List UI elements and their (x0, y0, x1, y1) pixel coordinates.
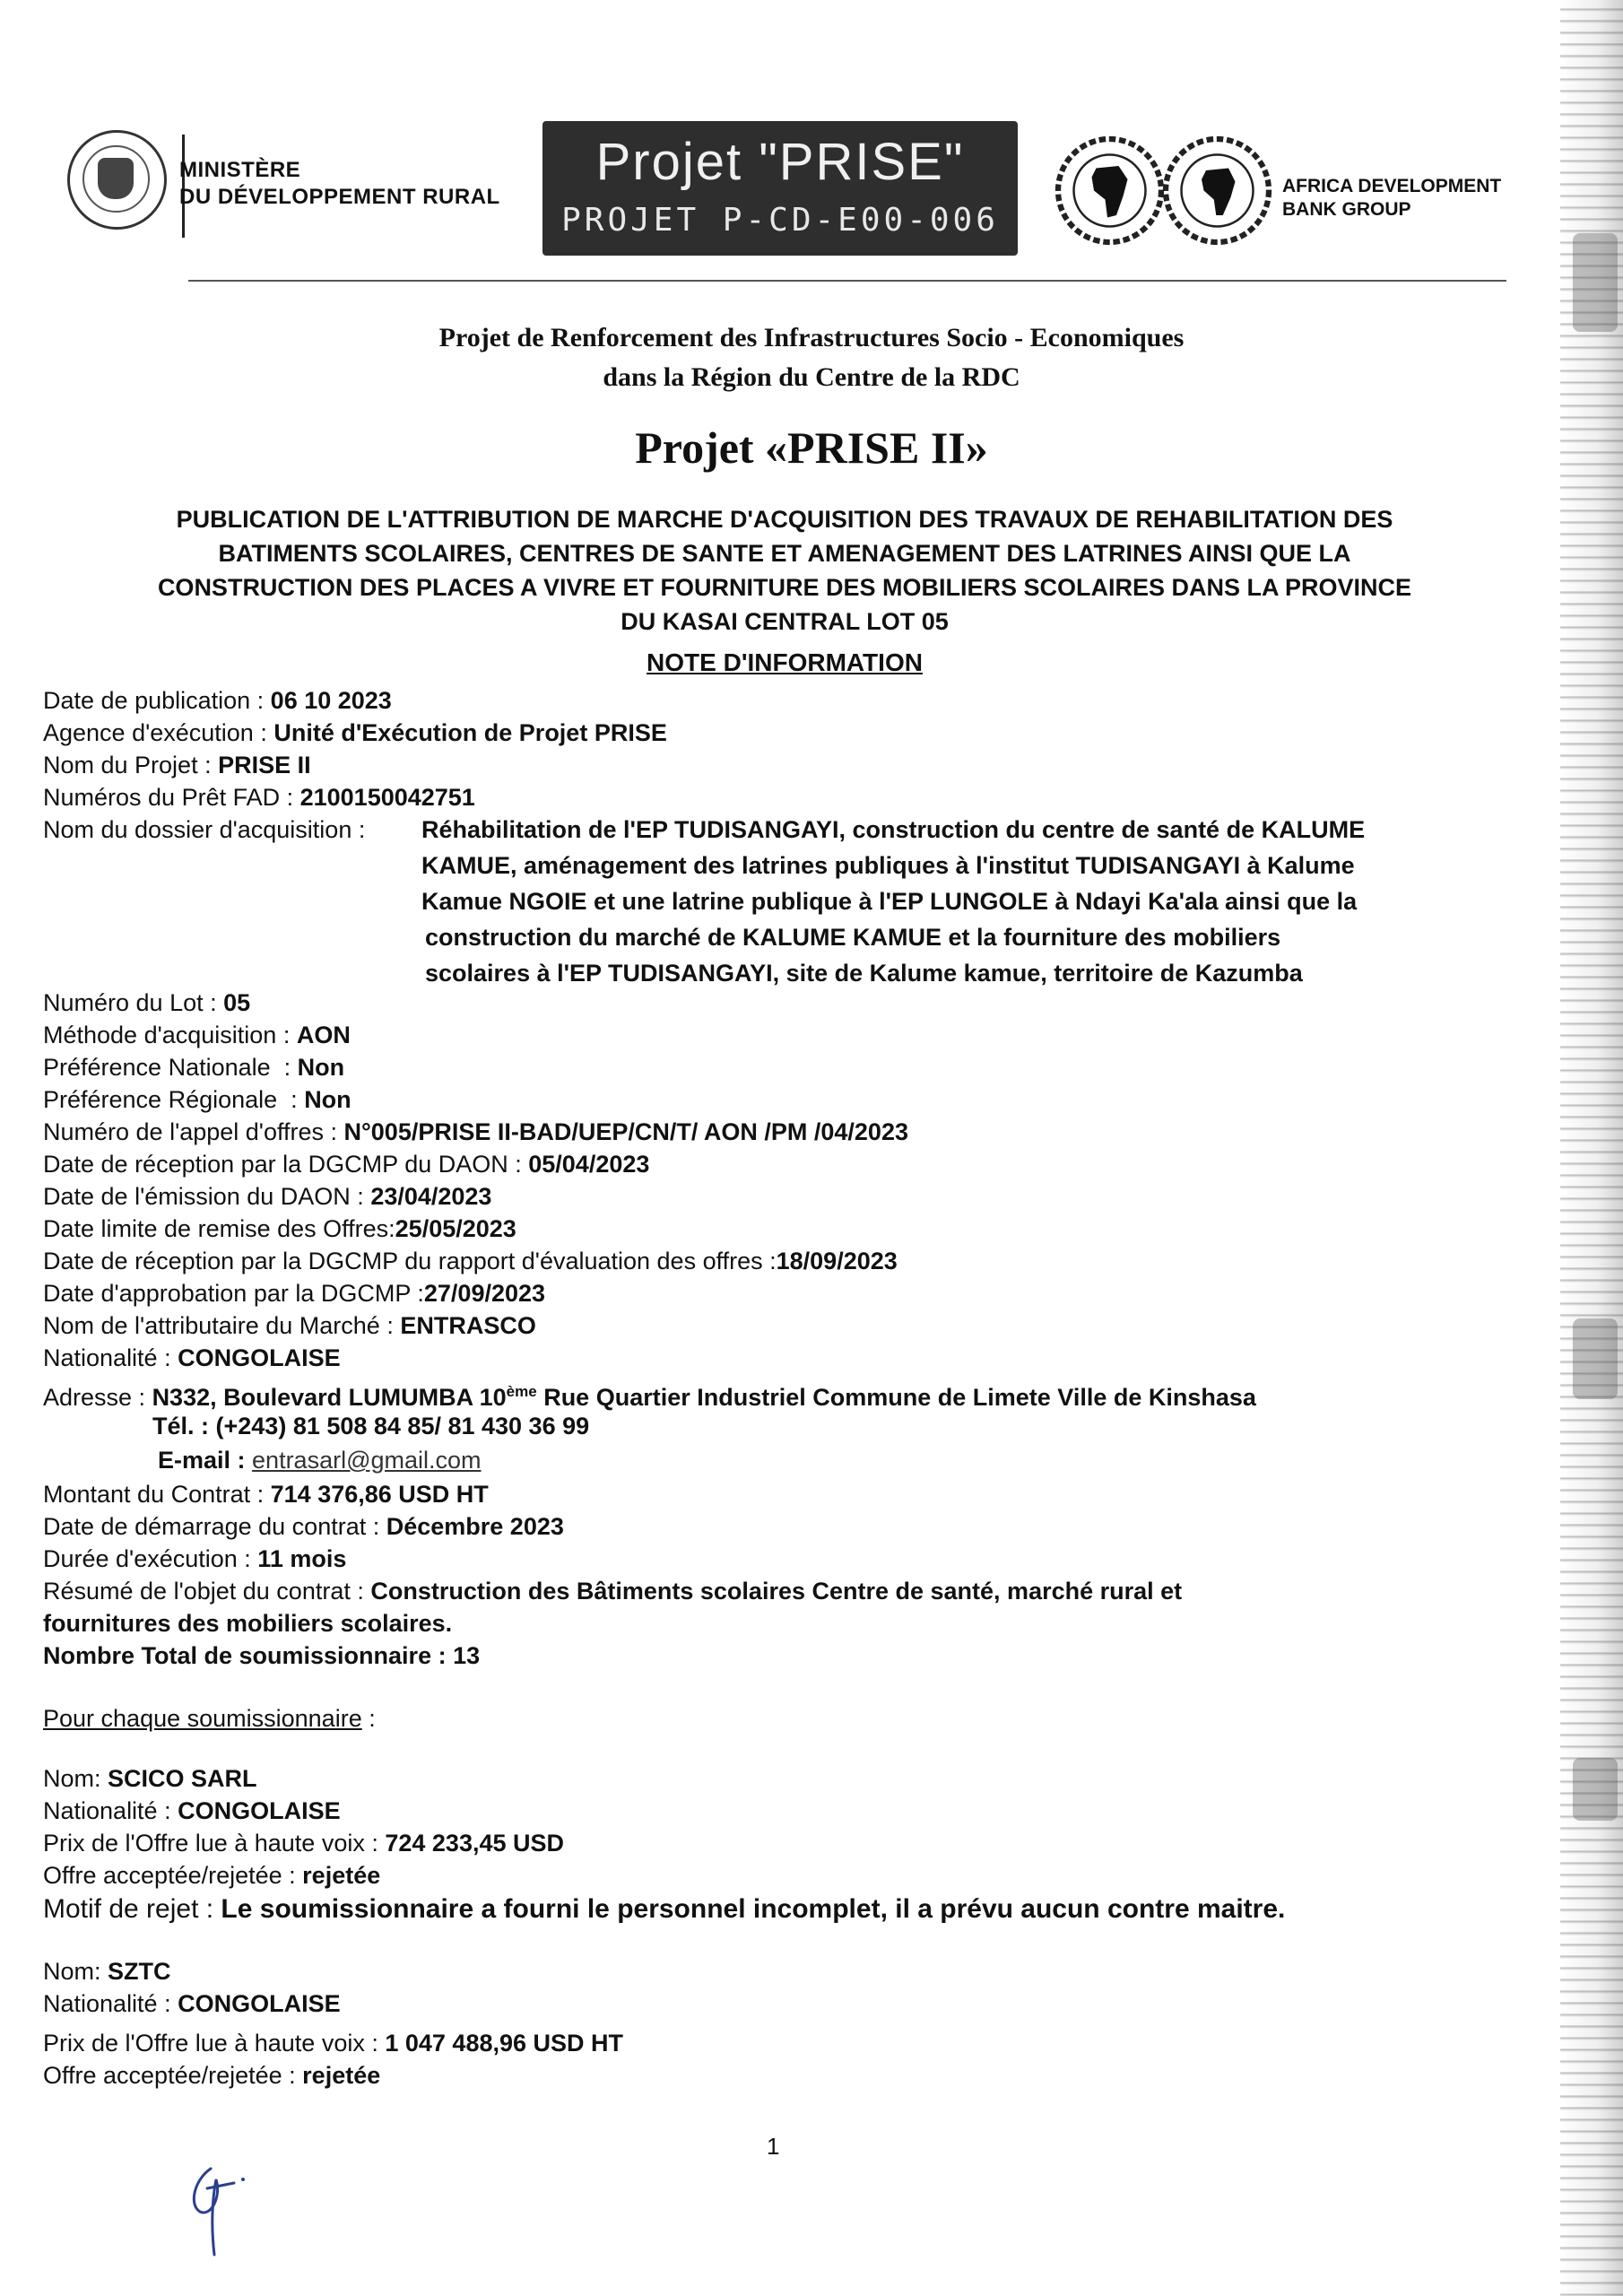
signature-initials (184, 2161, 256, 2260)
field-date-limite: Date limite de remise des Offres:25/05/2023 (43, 1215, 516, 1242)
email-link[interactable]: entrasarl@gmail.com (252, 1447, 482, 1474)
bidders-heading: Pour chaque soumissionnaire : (43, 1705, 376, 1732)
scan-artifact (1573, 1758, 1618, 1821)
dossier-line: construction du marché de KALUME KAMUE et la fourniture des mobiliers (425, 924, 1281, 951)
field-pref-regionale: Préférence Régionale : Non (43, 1086, 352, 1113)
bidder-nationality: Nationalité : CONGOLAISE (43, 1990, 341, 2017)
field-numero-lot: Numéro du Lot : 05 (43, 989, 251, 1016)
field-tel: Tél. : (+243) 81 508 84 85/ 81 430 36 99 (152, 1413, 590, 1439)
field-agence: Agence d'exécution : Unité d'Exécution de Projet PRISE (43, 719, 667, 746)
field-total-soumissionnaires: Nombre Total de soumissionnaire : 13 (43, 1642, 481, 1669)
bidder-name: Nom: SZTC (43, 1958, 171, 1985)
banner-title: Projet "PRISE" (595, 133, 965, 191)
field-appel-offres: Numéro de l'appel d'offres : N°005/PRISE II-BAD/UEP/CN/T/ AON /PM /04/2023 (43, 1118, 908, 1145)
field-resume-cont: fournitures des mobiliers scolaires. (43, 1610, 453, 1637)
field-emission-daon: Date de l'émission du DAON : 23/04/2023 (43, 1183, 492, 1210)
field-methode: Méthode d'acquisition : AON (43, 1022, 351, 1048)
bidder-nationality: Nationalité : CONGOLAISE (43, 1797, 341, 1824)
field-nationalite: Nationalité : CONGOLAISE (43, 1344, 341, 1371)
bidder-status: Offre acceptée/rejetée : rejetée (43, 2062, 381, 2089)
bidder-name: Nom: SCICO SARL (43, 1765, 257, 1792)
bidder-reject-reason: Motif de rejet : Le soumissionnaire a fourni le personnel incomplet, il a prévu aucun contre maitre. (43, 1894, 1286, 1924)
dossier-line: Kamue NGOIE et une latrine publique à l'EP LUNGOLE à Ndayi Ka'ala ainsi que la (421, 888, 1358, 915)
field-date-publication: Date de publication : 06 10 2023 (43, 687, 392, 714)
field-adresse: Adresse : N332, Boulevard LUMUMBA 10ème Rue Quartier Industriel Commune de Limete Ville de Kinshasa (43, 1383, 1256, 1411)
scan-artifact (1573, 1318, 1618, 1399)
project-banner (542, 121, 1018, 256)
dossier-line: Réhabilitation de l'EP TUDISANGAYI, construction du centre de santé de KALUME (421, 816, 1366, 843)
dossier-line: scolaires à l'EP TUDISANGAYI, site de Kalume kamue, territoire de Kazumba (425, 960, 1303, 987)
field-approbation: Date d'approbation par la DGCMP :27/09/2023 (43, 1280, 546, 1307)
project-title: Projet «PRISE II» (635, 422, 988, 473)
project-full-title: Projet de Renforcement des Infrastructures Socio - Economiques dans la Région du Centre de la RDC (438, 323, 1185, 392)
field-email: E-mail : entrasarl@gmail.com (158, 1447, 482, 1474)
bidder-price: Prix de l'Offre lue à haute voix : 724 233,45 USD (43, 1830, 564, 1857)
field-nom-projet: Nom du Projet : PRISE II (43, 752, 311, 778)
field-dossier-label: Nom du dossier d'acquisition : (43, 816, 366, 843)
field-numero-pret: Numéros du Prêt FAD : 2100150042751 (43, 784, 475, 811)
field-duree: Durée d'exécution : 11 mois (43, 1545, 347, 1572)
field-montant: Montant du Contrat : 714 376,86 USD HT (43, 1481, 489, 1508)
field-reception-rapport: Date de réception par la DGCMP du rapport d'évaluation des offres :18/09/2023 (43, 1248, 898, 1274)
bidder-status: Offre acceptée/rejetée : rejetée (43, 1862, 381, 1889)
dossier-line: KAMUE, aménagement des latrines publiques à l'institut TUDISANGAYI à Kalume (421, 852, 1355, 879)
drc-seal-icon (67, 130, 167, 230)
field-demarrage: Date de démarrage du contrat : Décembre 2023 (43, 1513, 564, 1540)
field-attributaire: Nom de l'attributaire du Marché : ENTRASCO (43, 1312, 536, 1339)
africa-seal-icon (1054, 135, 1166, 247)
afdb-logo-icon (1161, 135, 1273, 247)
bidder-price: Prix de l'Offre lue à haute voix : 1 047 488,96 USD HT (43, 2030, 624, 2057)
banner-subtitle: PROJET P-CD-E00-006 (561, 202, 999, 239)
afdb-name: AFRICA DEVELOPMENT BANK GROUP (1282, 176, 1502, 220)
page-number: 1 (767, 2133, 780, 2160)
publication-title: PUBLICATION DE L'ATTRIBUTION DE MARCHE D'ACQUISITION DES TRAVAUX DE REHABILITATION DES BATIMENTS SCOLAIRES, CENTRES DE SANTE ET AMENAGEMENT DES LATRINES AINSI QUE LA CONSTRUCTION DES PLACES A VIVRE ET FOURNITURE DES MOBILIERS SCOLAIRES DANS LA PROVINCE DU KASAI CENTRAL LOT 05 (157, 506, 1412, 635)
ministry-name: MINISTÈRE DU DÉVELOPPEMENT RURAL (179, 158, 500, 209)
field-reception-daon: Date de réception par la DGCMP du DAON : 05/04/2023 (43, 1151, 650, 1178)
field-resume: Résumé de l'objet du contrat : Construction des Bâtiments scolaires Centre de santé, marché rural et (43, 1578, 1183, 1605)
header-rule (188, 280, 1506, 282)
note-heading: NOTE D'INFORMATION (647, 648, 923, 676)
field-pref-nationale: Préférence Nationale : Non (43, 1054, 345, 1081)
scan-artifact (1573, 233, 1618, 332)
